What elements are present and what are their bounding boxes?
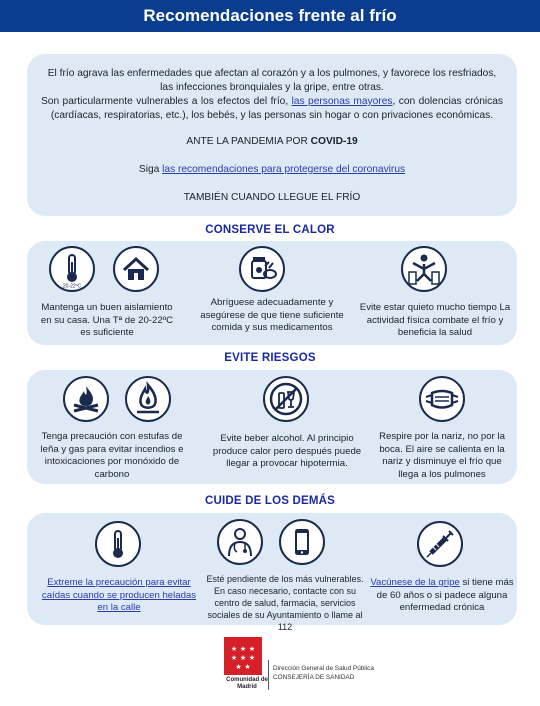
intro-p2-before: Son particularmente vulnerables a los efectos del frío,: [41, 96, 292, 107]
no-alcohol-icon: [263, 376, 309, 422]
gas-flame-icon: [125, 376, 171, 422]
doctor-icon: [217, 519, 263, 565]
campfire-icon: [63, 376, 109, 422]
page-title: Recomendaciones frente al frío: [143, 6, 397, 25]
coronavirus-line: [41, 163, 503, 177]
svg-text:★: ★: [248, 654, 256, 662]
caption-ice-caution: [41, 577, 197, 615]
intro-paragraph-1: El frío agrava las enfermedades que afectan al corazón y a los pulmones, y favorece los resfriados, las infecciones bronquiales y la gripe, entre otras.: [47, 68, 497, 93]
comunidad-madrid-logo: [224, 637, 262, 675]
ice-caution-link[interactable]: Extreme la precaución para evitar caídas cuando se producen heladas en la calle: [41, 577, 197, 613]
caption-dress-warm: Abríguese adecuadamente y asegúrese de que tiene suficiente comida y sus medicamentos: [200, 297, 344, 333]
thermometer-icon: [95, 521, 141, 567]
footer-organization: [273, 664, 374, 682]
elderly-link[interactable]: las personas mayores: [291, 96, 393, 107]
caption-stay-active: Evite estar quieto mucho tiempo La actividad física combate el frío y beneficia la salud: [359, 302, 511, 338]
cold-arrival-line: TAMBIÉN CUANDO LLEGUE EL FRÍO: [183, 192, 361, 203]
footer-line-1: Dirección General de Salud Pública: [273, 665, 374, 672]
flu-vaccine-link[interactable]: Vacúnese de la gripe: [370, 577, 460, 588]
flu-vaccine-rest: si tiene más de 60 años o si padece alguna enfermedad crónica: [376, 577, 514, 613]
coronavirus-recommendations-link[interactable]: las recomendaciones para protegerse del coronavirus: [162, 164, 406, 175]
covid-label: COVID-19: [310, 136, 358, 147]
vaccine-syringe-icon: [417, 521, 463, 567]
caption-flu-vaccine: [369, 577, 515, 615]
house-icon: [113, 246, 159, 292]
medication-food-icon: [239, 246, 285, 292]
comunidad-madrid-name: Comunidad de Madrid: [226, 677, 268, 690]
section-title-conserve-heat: CONSERVE EL CALOR: [205, 224, 335, 236]
coronavirus-line-prefix: Siga: [138, 164, 163, 175]
panel-care-others: [27, 513, 517, 632]
svg-text:★: ★: [230, 654, 238, 662]
intro-paragraph-2: [41, 95, 503, 123]
page-header: [0, 0, 540, 32]
footer-divider: [268, 660, 269, 690]
covid-heading-text: ANTE LA PANDEMIA POR: [186, 136, 311, 147]
caption-watch-vulnerable: Esté pendiente de los más vulnerables. En caso necesario, contacte con su centro de salud, farmacia, servicios sociales de su Ayuntamiento o llame al 112: [206, 574, 364, 632]
panel-conserve-heat: [27, 241, 517, 345]
exercise-icon: [401, 246, 447, 292]
svg-text:★: ★: [248, 645, 256, 653]
caption-avoid-alcohol: Evite beber alcohol. Al principio produce calor pero después puede llegar a provocar hipotermia.: [212, 433, 362, 469]
footer-line-2: CONSEJERÍA DE SANIDAD: [273, 674, 355, 681]
svg-text:★: ★: [230, 645, 238, 653]
caption-breathe-nose: Respire por la nariz, no por la boca. El aire se calienta en la nariz y disminuye el frío que llega a los pulmones: [379, 431, 505, 480]
svg-text:★: ★: [235, 663, 242, 671]
panel-avoid-risks: [27, 370, 517, 484]
face-mask-icon: [419, 376, 465, 422]
phone-icon: [279, 519, 325, 565]
svg-text:★: ★: [244, 663, 251, 671]
thermometer-icon: [49, 246, 95, 292]
svg-text:★: ★: [239, 645, 247, 653]
section-title-avoid-risks: EVITE RIESGOS: [224, 352, 316, 364]
intro-panel: [27, 54, 517, 216]
covid-heading: [41, 135, 503, 149]
caption-insulation: Mantenga un buen aislamiento en su casa. Una Tª de 20-22ºC es suficiente: [40, 302, 174, 338]
intro-p2-after: , con dolencias crónicas (cardíacas, respiratorias, etc.), los bebés, y las personas sin hogar o con privaciones económicas.: [50, 96, 503, 121]
svg-text:★: ★: [239, 654, 247, 662]
thermometer-label: 20-22ºC: [62, 283, 82, 290]
caption-stoves-caution: Tenga precaución con estufas de leña y gas para evitar incendios e intoxicaciones por monóxido de carbono: [40, 431, 184, 480]
section-title-care-others: CUIDE DE LOS DEMÁS: [204, 495, 336, 507]
